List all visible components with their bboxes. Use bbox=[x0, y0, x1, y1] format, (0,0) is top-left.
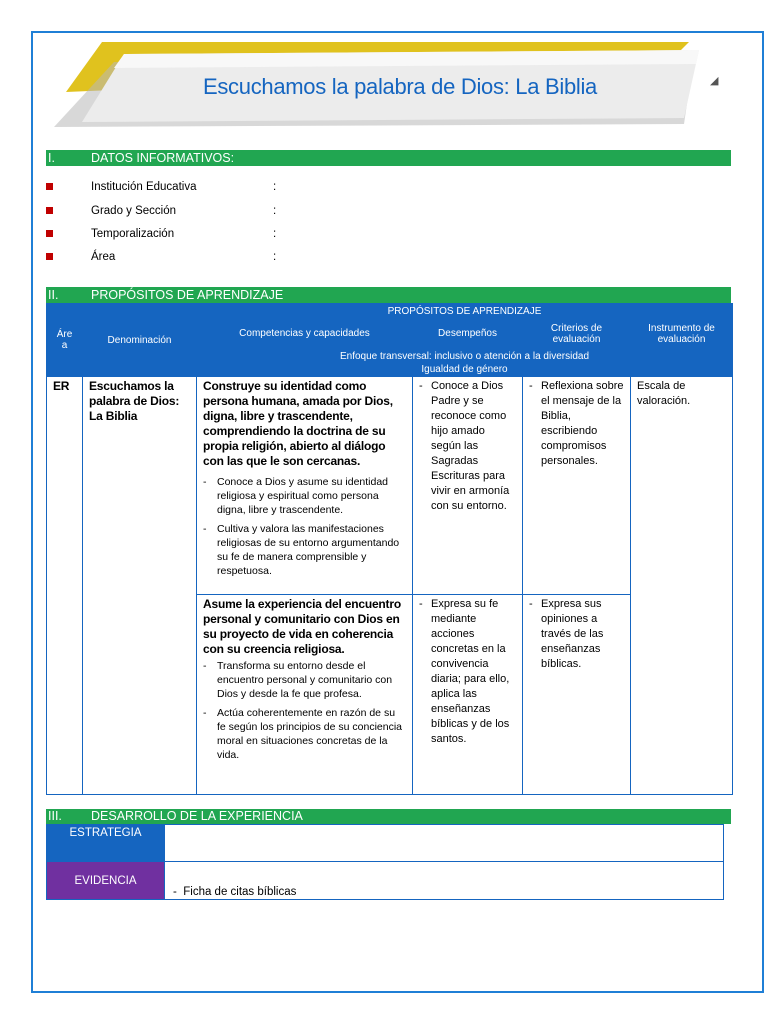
dash-marker: - bbox=[419, 380, 423, 392]
bullet-icon bbox=[46, 253, 53, 260]
desempeno-item bbox=[419, 379, 516, 514]
capacidad-list bbox=[203, 475, 406, 578]
instrumento-cell: Escala de valoración. bbox=[631, 377, 733, 795]
info-label: Temporalización bbox=[91, 228, 175, 240]
info-label: Área bbox=[91, 251, 116, 263]
info-label: Institución Educativa bbox=[91, 181, 197, 193]
competencia-title: Construye su identidad como persona humana, amada por Dios, digna, libre y trascendente, comprendiendo la doctrina de su propia religión, abierto al diálogo con las que le son cercanas. bbox=[203, 379, 393, 468]
bullet-icon bbox=[46, 230, 53, 237]
desempeno-cell bbox=[413, 377, 523, 595]
section-number: III. bbox=[48, 809, 62, 823]
desempeno-item bbox=[419, 597, 516, 747]
header-instrumento: Instrumento de evaluación bbox=[631, 319, 733, 349]
capacidad-list bbox=[203, 659, 406, 762]
competencia-cell bbox=[197, 377, 413, 595]
evidencia-value: Ficha de citas bíblicas bbox=[183, 886, 297, 898]
evidencia-label: EVIDENCIA bbox=[47, 862, 165, 900]
info-separator: : bbox=[273, 251, 277, 263]
estrategia-label: ESTRATEGIA bbox=[47, 825, 165, 862]
capacidad-text: Cultiva y valora las manifestaciones religiosas de su entorno argumentando su fe de manera comprensible y respetuosa. bbox=[217, 523, 400, 577]
capacidad-text: Conoce a Dios y asume su identidad religiosa y espiritual como persona digna, libre y trascendente. bbox=[217, 476, 389, 516]
info-separator: : bbox=[273, 205, 277, 217]
capacidad-item bbox=[203, 475, 406, 517]
criterio-cell bbox=[523, 595, 631, 795]
header-competencias: Competencias y capacidades bbox=[197, 319, 413, 349]
info-separator: : bbox=[273, 181, 277, 193]
dash-marker: - bbox=[529, 598, 533, 610]
competencia-cell bbox=[197, 595, 413, 795]
enfoque-line: Enfoque transversal: inclusivo o atención a la diversidad bbox=[339, 350, 590, 362]
criterio-cell bbox=[523, 377, 631, 595]
header-desempenos: Desempeños bbox=[413, 319, 523, 349]
section-header-desarrollo bbox=[46, 809, 731, 824]
criterio-item bbox=[529, 379, 624, 469]
dash-marker: - bbox=[203, 707, 207, 719]
header-criterios: Criterios de evaluación bbox=[523, 319, 631, 349]
criterio-item bbox=[529, 597, 624, 672]
criterio-text: Reflexiona sobre el mensaje de la Biblia, escribiendo compromisos personales. bbox=[541, 380, 624, 467]
bullet-icon bbox=[46, 183, 53, 190]
enfoque-transversal bbox=[197, 349, 733, 377]
desempeno-cell bbox=[413, 595, 523, 795]
info-label: Grado y Sección bbox=[91, 205, 177, 217]
corner-mark: ◢ bbox=[710, 75, 719, 87]
dash-marker: - bbox=[203, 476, 207, 488]
section-number: II. bbox=[48, 288, 59, 302]
section-label: DESARROLLO DE LA EXPERIENCIA bbox=[91, 809, 303, 823]
capacidad-item bbox=[203, 522, 406, 578]
section-header-datos bbox=[46, 150, 731, 166]
desarrollo-table bbox=[46, 824, 724, 900]
section-header-propositos bbox=[46, 287, 731, 303]
criterio-text: Expresa sus opiniones a través de las enseñanzas bíblicas. bbox=[541, 598, 604, 670]
section-number: I. bbox=[48, 151, 55, 165]
dash-marker: - bbox=[529, 380, 533, 392]
denominacion-cell: Escuchamos la palabra de Dios: La Biblia bbox=[83, 377, 197, 795]
estrategia-value bbox=[165, 825, 724, 862]
desempeno-text: Expresa su fe mediante acciones concretas en la convivencia diaria; para ello, aplica las enseñanzas bíblicas y de los santos. bbox=[431, 598, 510, 745]
dash-marker: - bbox=[419, 598, 423, 610]
area-cell: ER bbox=[47, 377, 83, 795]
header-propositos: PROPÓSITOS DE APRENDIZAJE bbox=[197, 304, 733, 319]
capacidad-text: Transforma su entorno desde el encuentro personal y comunitario con Dios y desde la fe que profesa. bbox=[217, 660, 393, 700]
desempeno-text: Conoce a Dios Padre y se reconoce como hijo amado según las Sagradas Escrituras para vivir en armonía con su entorno. bbox=[431, 380, 510, 512]
dash-marker: - bbox=[173, 886, 177, 898]
page-title: Escuchamos la palabra de Dios: La Biblia bbox=[202, 74, 597, 99]
capacidad-item bbox=[203, 659, 406, 701]
dash-marker: - bbox=[203, 660, 207, 672]
competencia-title: Asume la experiencia del encuentro personal y comunitario con Dios en su proyecto de vida en coherencia con su creencia religiosa. bbox=[203, 597, 401, 656]
propositos-table bbox=[46, 303, 733, 795]
bullet-icon bbox=[46, 207, 53, 214]
enfoque-line: Igualdad de género bbox=[421, 363, 508, 375]
info-separator: : bbox=[273, 228, 277, 240]
header-area: Áre a bbox=[47, 304, 83, 377]
section-label: PROPÓSITOS DE APRENDIZAJE bbox=[91, 288, 284, 302]
capacidad-text: Actúa coherentemente en razón de su fe según los principios de su conciencia moral en situaciones concretas de la vida. bbox=[217, 707, 403, 761]
dash-marker: - bbox=[203, 523, 207, 535]
capacidad-item bbox=[203, 706, 406, 762]
evidencia-cell bbox=[165, 862, 724, 900]
header-denominacion: Denominación bbox=[83, 304, 197, 377]
section-label: DATOS INFORMATIVOS: bbox=[91, 151, 235, 165]
